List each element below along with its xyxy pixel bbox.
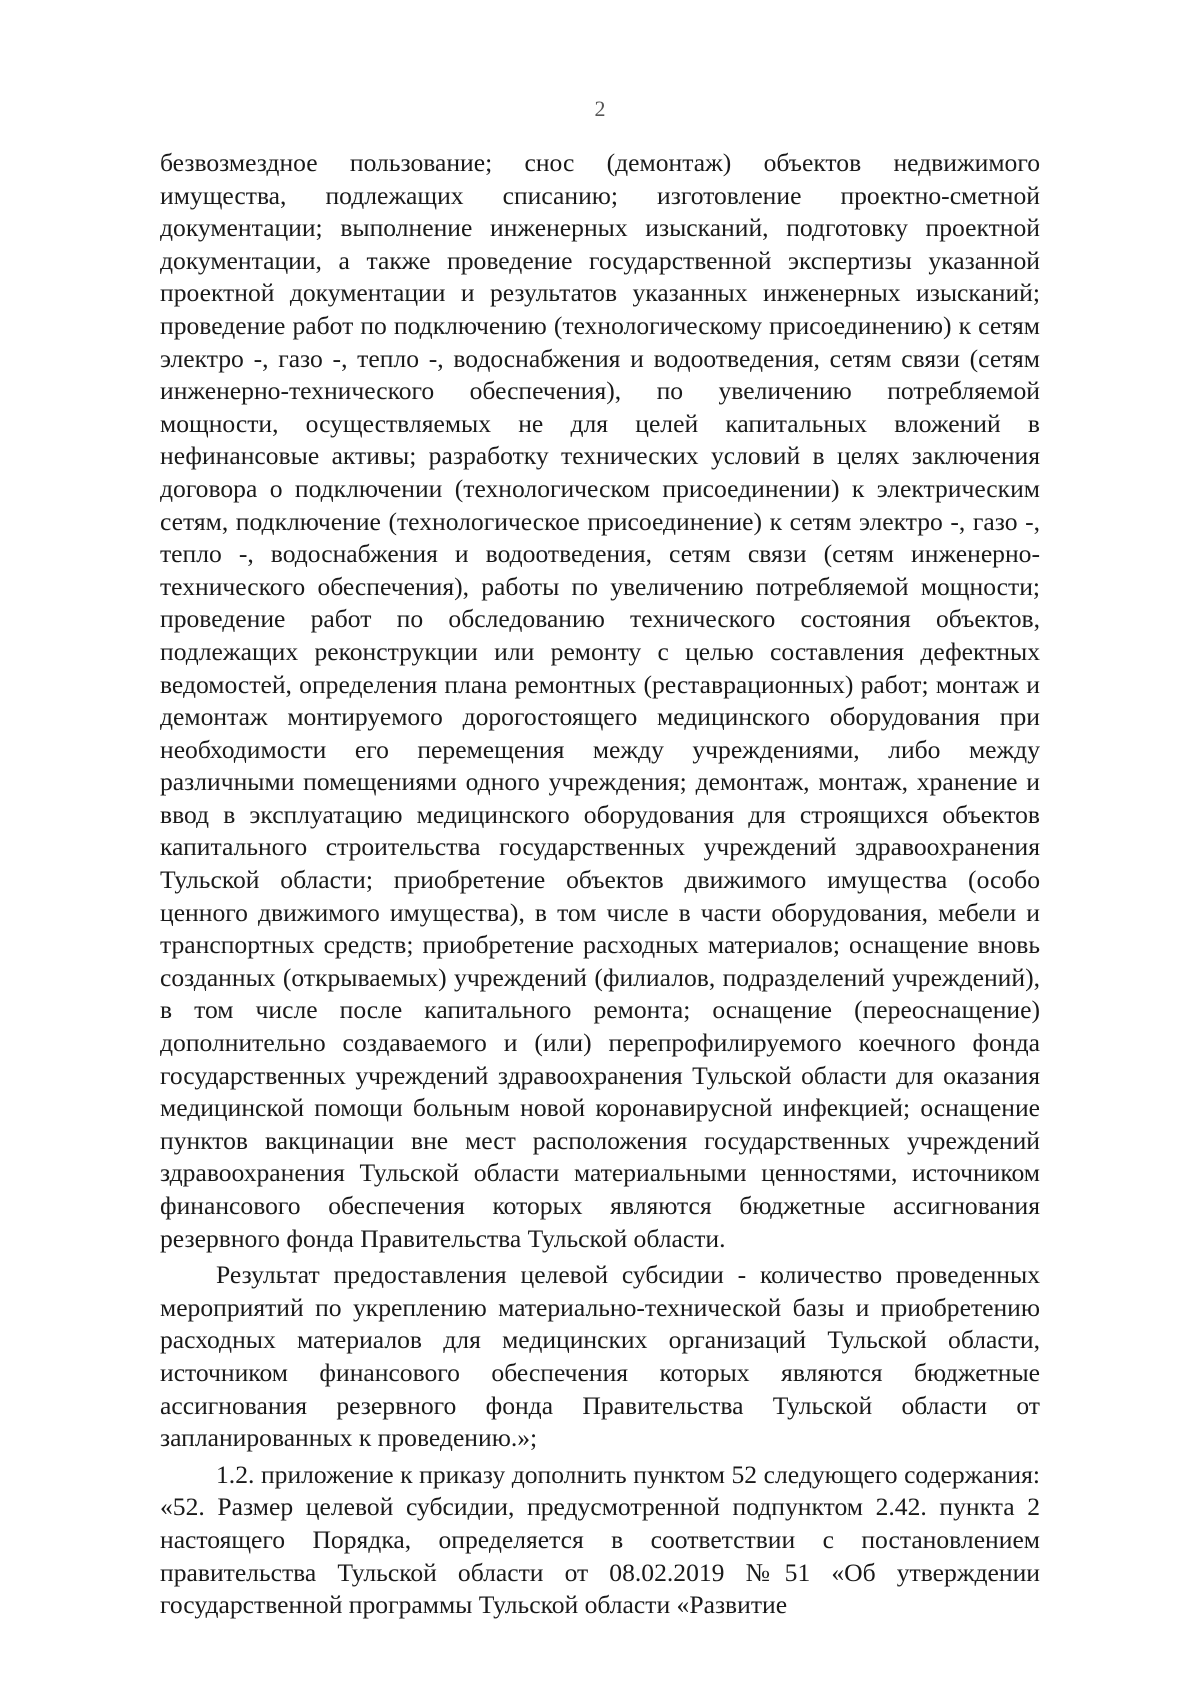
document-body bbox=[160, 147, 1040, 1622]
page-number: 2 bbox=[594, 96, 606, 121]
paragraph-item-1-2: 1.2. приложение к приказу дополнить пунктом 52 следующего содержания: «52. Размер целевой субсидии, предусмотренной подпунктом 2.42. пункта 2 настоящего Порядка, определяется в соответствии с постановлением правительства Тульской области от 08.02.2019 №51 «Об утверждении государственной программы Тульской области «Развитие bbox=[160, 1459, 1040, 1620]
paragraph-continuation: безвозмездное пользование; снос (демонтаж) объектов недвижимого имущества, подлежащих списанию; изготовление проектно-сметной документации; выполнение инженерных изысканий, подготовку проектной документации, а также проведение государственной экспертизы указанной проектной документации и результатов указанных инженерных изысканий; проведение работ по подключению (технологическому присоединению) к сетям электро -, газо -, тепло -, водоснабжения и водоотведения, сетям связи (сетям инженерно-технического обеспечения), по увеличению потребляемой мощности, осуществляемых не для целей капитальных вложений в нефинансовые активы; разработку технических условий в целях заключения договора о подключении (технологическом присоединении) к электрическим сетям, подключение (технологическое присоединение) к сетям электро -, газо -, тепло -, водоснабжения и водоотведения, сетям связи (сетям инженерно-технического обеспечения), работы по увеличению потребляемой мощности; проведение работ по обследованию технического состояния объектов, подлежащих реконструкции или ремонту с целью составления дефектных ведомостей, определения плана ремонтных (реставрационных) работ; монтаж и демонтаж монтируемого дорогостоящего медицинского оборудования при необходимости его перемещения между учреждениями, либо между различными помещениями одного учреждения; демонтаж, монтаж, хранение и ввод в эксплуатацию медицинского оборудования для строящихся объектов капитального строительства государственных учреждений здравоохранения Тульской области; приобретение объектов движимого имущества (особо ценного движимого имущества), в том числе в части оборудования, мебели и транспортных средств; приобретение расходных материалов; оснащение вновь созданных (открываемых) учреждений (филиалов, подразделений учреждений), в том числе после капитального ремонта; оснащение (переоснащение) дополнительно создаваемого и (или) перепрофилируемого коечного фонда государственных учреждений здравоохранения Тульской области для оказания медицинской помощи больным новой коронавирусной инфекцией; оснащение пунктов вакцинации вне мест расположения государственных учреждений здравоохранения Тульской области материальными ценностями, источником финансового обеспечения которых являются бюджетные ассигнования резервного фонда Правительства Тульской области. bbox=[160, 148, 1040, 1253]
paragraph-result: Результат предоставления целевой субсидии - количество проведенных мероприятий по укреплению материально-технической базы и приобретению расходных материалов для медицинских организаций Тульской области, источником финансового обеспечения которых являются бюджетные ассигнования резервного фонда Правительства Тульской области от запланированных к проведению.»; bbox=[160, 1260, 1040, 1453]
